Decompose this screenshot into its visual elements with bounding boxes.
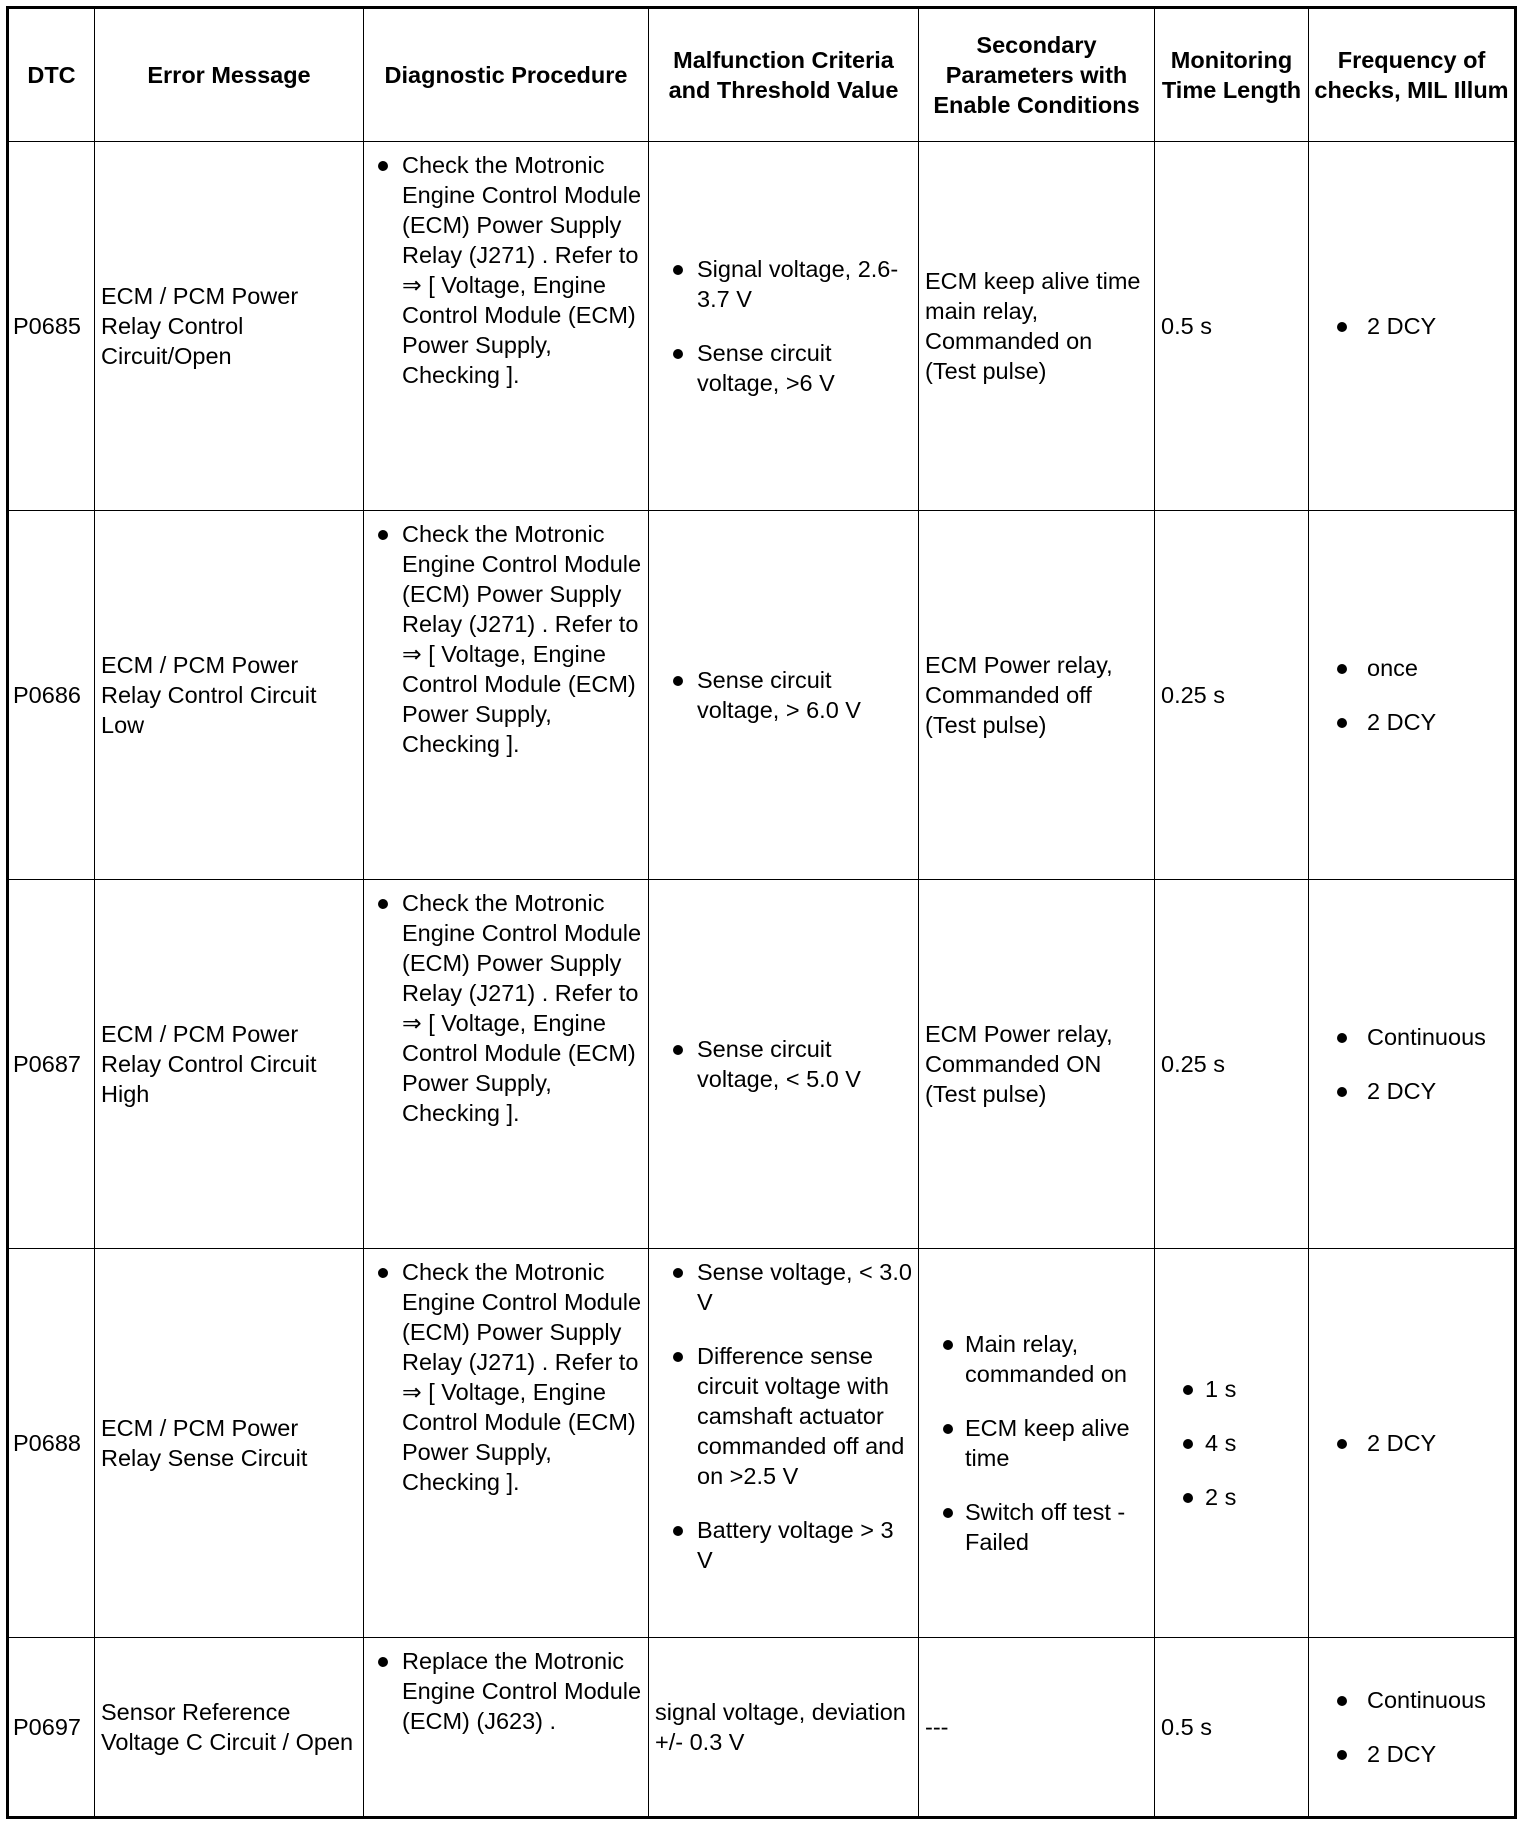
table-row (8, 1638, 1516, 1818)
secondary-parameters: --- (919, 1638, 1155, 1818)
secondary-item: Switch off test - Failed (925, 1497, 1148, 1557)
dtc-code: P0686 (8, 511, 95, 880)
error-message: ECM / PCM Power Relay Sense Circuit (95, 1249, 364, 1638)
frequency-item: 2 DCY (1315, 1428, 1508, 1458)
monitoring-item: 1 s (1161, 1374, 1302, 1404)
frequency-item: 2 DCY (1315, 1076, 1508, 1106)
diagnostic-procedure (364, 142, 649, 511)
criteria-item: Sense circuit voltage, < 5.0 V (655, 1034, 912, 1094)
header-malfunction-criteria: Malfunction Criteria and Threshold Value (649, 8, 919, 142)
procedure-item: Check the Motronic Engine Control Module (ECM) Power Supply Relay (J271) . Refer to ⇒ [ Voltage, Engine Control Module (ECM) Power Supply, Checking ]. (370, 888, 642, 1128)
monitoring-time: 0.5 s (1155, 142, 1309, 511)
error-message: ECM / PCM Power Relay Control Circuit High (95, 880, 364, 1249)
malfunction-criteria (649, 511, 919, 880)
diagnostic-procedure (364, 511, 649, 880)
error-message: Sensor Reference Voltage C Circuit / Open (95, 1638, 364, 1818)
dtc-code: P0687 (8, 880, 95, 1249)
diagnostic-procedure (364, 1638, 649, 1818)
table-row (8, 880, 1516, 1249)
frequency (1309, 880, 1516, 1249)
frequency (1309, 1249, 1516, 1638)
monitoring-time: 0.25 s (1155, 511, 1309, 880)
criteria-item: Sense voltage, < 3.0 V (655, 1257, 912, 1317)
monitoring-time: 0.25 s (1155, 880, 1309, 1249)
header-monitoring-time: Monitoring Time Length (1155, 8, 1309, 142)
frequency-item: once (1315, 653, 1508, 683)
monitoring-time: 0.5 s (1155, 1638, 1309, 1818)
table-row (8, 142, 1516, 511)
header-diagnostic-procedure: Diagnostic Procedure (364, 8, 649, 142)
frequency (1309, 511, 1516, 880)
criteria-item: Battery voltage > 3 V (655, 1515, 912, 1575)
diagnostic-procedure (364, 1249, 649, 1638)
criteria-item: Sense circuit voltage, >6 V (655, 338, 912, 398)
frequency (1309, 1638, 1516, 1818)
procedure-item: Check the Motronic Engine Control Module (ECM) Power Supply Relay (J271) . Refer to ⇒ [ Voltage, Engine Control Module (ECM) Power Supply, Checking ]. (370, 519, 642, 759)
header-error-message: Error Message (95, 8, 364, 142)
secondary-parameters: ECM Power relay, Commanded off (Test pulse) (919, 511, 1155, 880)
dtc-code: P0697 (8, 1638, 95, 1818)
frequency-item: 2 DCY (1315, 311, 1508, 341)
error-message: ECM / PCM Power Relay Control Circuit Low (95, 511, 364, 880)
malfunction-criteria: signal voltage, deviation +/- 0.3 V (649, 1638, 919, 1818)
monitoring-time (1155, 1249, 1309, 1638)
table-row (8, 511, 1516, 880)
secondary-parameters (919, 1249, 1155, 1638)
criteria-item: Difference sense circuit voltage with camshaft actuator commanded off and on >2.5 V (655, 1341, 912, 1491)
dtc-code: P0688 (8, 1249, 95, 1638)
criteria-item: Sense circuit voltage, > 6.0 V (655, 665, 912, 725)
secondary-item: ECM keep alive time (925, 1413, 1148, 1473)
frequency-item: Continuous (1315, 1685, 1508, 1715)
secondary-item: Main relay, commanded on (925, 1329, 1148, 1389)
frequency-item: 2 DCY (1315, 707, 1508, 737)
procedure-item: Check the Motronic Engine Control Module (ECM) Power Supply Relay (J271) . Refer to ⇒ [ Voltage, Engine Control Module (ECM) Power Supply, Checking ]. (370, 1257, 642, 1497)
malfunction-criteria (649, 1249, 919, 1638)
criteria-item: Signal voltage, 2.6-3.7 V (655, 254, 912, 314)
secondary-parameters: ECM keep alive time main relay, Commanded on (Test pulse) (919, 142, 1155, 511)
header-row (8, 8, 1516, 142)
frequency (1309, 142, 1516, 511)
monitoring-item: 2 s (1161, 1482, 1302, 1512)
procedure-item: Replace the Motronic Engine Control Module (ECM) (J623) . (370, 1646, 642, 1736)
header-secondary-parameters: Secondary Parameters with Enable Conditions (919, 8, 1155, 142)
dtc-table (6, 6, 1517, 1819)
procedure-item: Check the Motronic Engine Control Module (ECM) Power Supply Relay (J271) . Refer to ⇒ [ Voltage, Engine Control Module (ECM) Power Supply, Checking ]. (370, 150, 642, 390)
monitoring-item: 4 s (1161, 1428, 1302, 1458)
frequency-item: Continuous (1315, 1022, 1508, 1052)
malfunction-criteria (649, 880, 919, 1249)
error-message: ECM / PCM Power Relay Control Circuit/Open (95, 142, 364, 511)
table-row (8, 1249, 1516, 1638)
header-dtc: DTC (8, 8, 95, 142)
secondary-parameters: ECM Power relay, Commanded ON (Test pulse) (919, 880, 1155, 1249)
header-frequency: Frequency of checks, MIL Illum (1309, 8, 1516, 142)
malfunction-criteria (649, 142, 919, 511)
frequency-item: 2 DCY (1315, 1739, 1508, 1769)
dtc-code: P0685 (8, 142, 95, 511)
diagnostic-procedure (364, 880, 649, 1249)
